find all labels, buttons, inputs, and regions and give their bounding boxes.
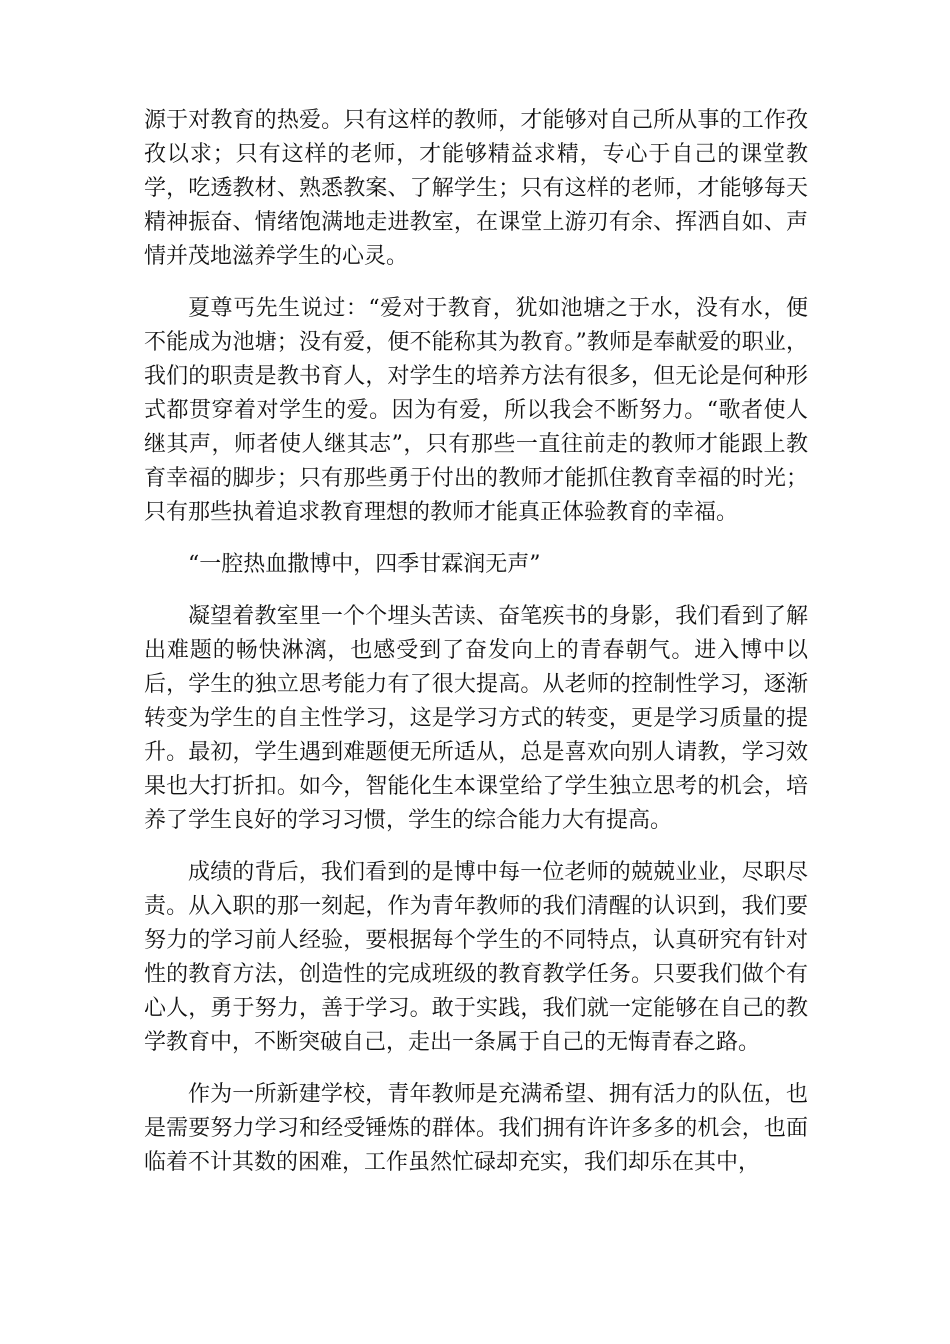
paragraph-new-school: 作为一所新建学校，青年教师是充满希望、拥有活力的队伍，也是需要努力学习和经受锤炼的群体。我们拥有许许多多的机会，也面临着不计其数的困难，工作虽然忙碌却充实，我们却乐在其中，	[144, 1082, 808, 1175]
paragraph-students: 凝望着教室里一个个埋头苦读、奋笔疾书的身影，我们看到了解出难题的畅快淋漓，也感受到了奋发向上的青春朝气。进入博中以后，学生的独立思考能力有了很大提高。从老师的控制性学习，逐渐转变为学生的自主性学习，这是学习方式的转变，更是学习质量的提升。最初，学生遇到难题便无所适从，总是喜欢向别人请教，学习效果也大打折扣。如今，智能化生本课堂给了学生独立思考的机会，培养了学生良好的学习习惯，学生的综合能力大有提高。	[144, 604, 808, 833]
document-page	[144, 104, 808, 1198]
paragraph-teachers: 成绩的背后，我们看到的是博中每一位老师的兢兢业业，尽职尽责。从入职的那一刻起，作为青年教师的我们清醒的认识到，我们要努力的学习前人经验，要根据每个学生的不同特点，认真研究有针对性的教育方法，创造性的完成班级的教育教学任务。只要我们做个有心人，勇于努力，善于学习。敢于实践，我们就一定能够在自己的教学教育中，不断突破自己，走出一条属于自己的无悔青春之路。	[144, 860, 808, 1055]
paragraph-quote-love: 夏尊丐先生说过：“爱对于教育，犹如池塘之于水，没有水，便不能成为池塘；没有爱，便不能称其为教育。”教师是奉献爱的职业，我们的职责是教书育人，对学生的培养方法有很多，但无论是何种形式都贯穿着对学生的爱。因为有爱，所以我会不断努力。“歌者使人继其声，师者使人继其志”，只有那些一直往前走的教师才能跟上教育幸福的脚步；只有那些勇于付出的教师才能抓住教育幸福的时光；只有那些执着追求教育理想的教师才能真正体验教育的幸福。	[144, 296, 808, 525]
paragraph-continuation: 源于对教育的热爱。只有这样的教师，才能够对自己所从事的工作孜孜以求；只有这样的老师，才能够精益求精，专心于自己的课堂教学，吃透教材、熟悉教案、了解学生；只有这样的老师，才能够每天精神振奋、情绪饱满地走进教室，在课堂上游刃有余、挥洒自如、声情并茂地滋养学生的心灵。	[144, 108, 808, 269]
section-heading: “一腔热血撒博中，四季甘霖润无声”	[188, 552, 541, 577]
